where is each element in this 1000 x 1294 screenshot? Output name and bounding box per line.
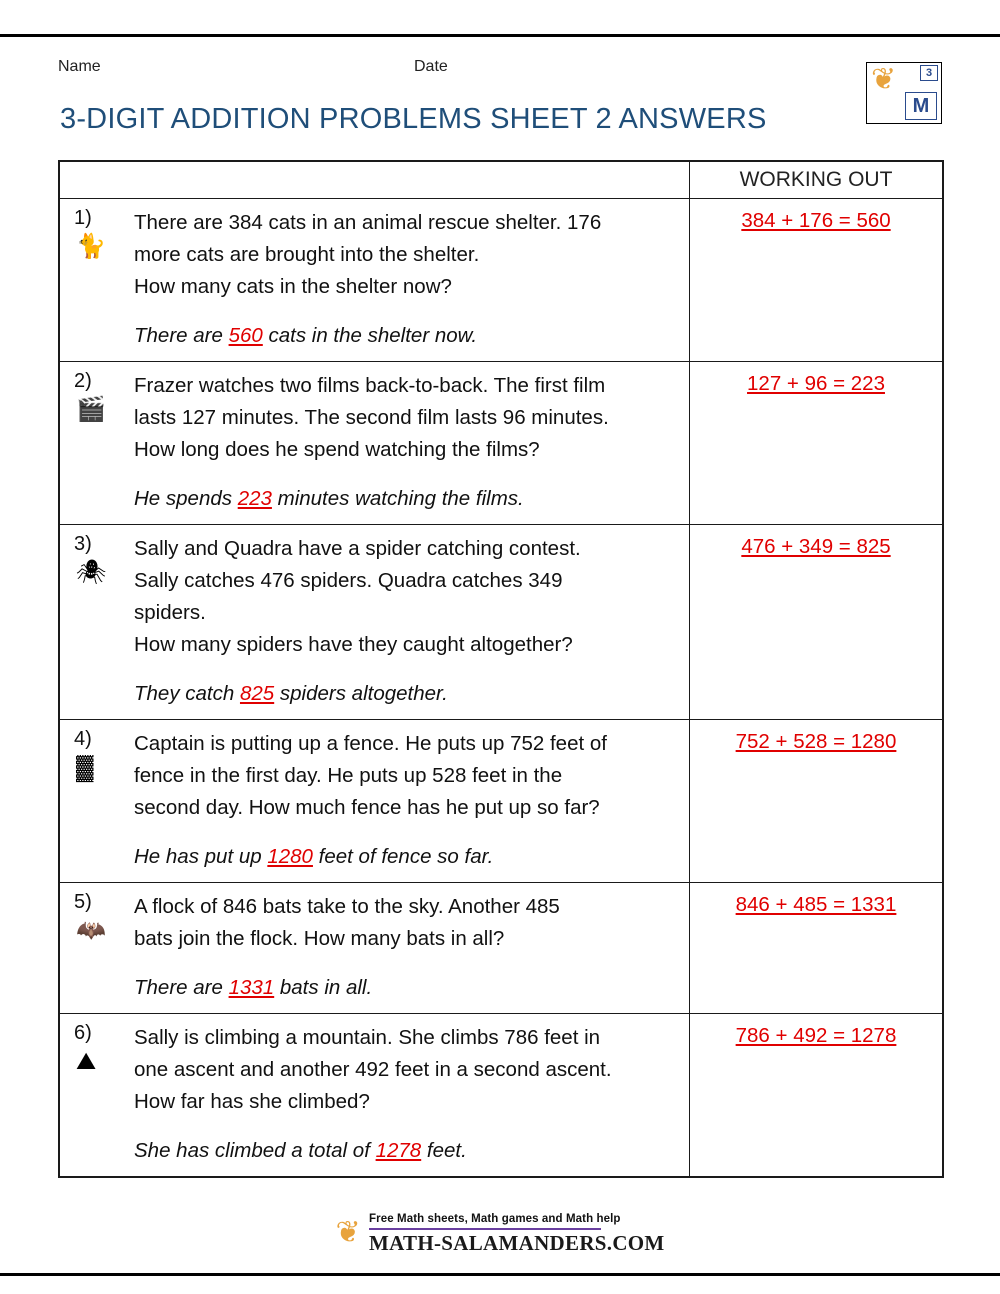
answer-sentence (134, 484, 679, 514)
answer-suffix: feet of fence so far. (312, 845, 494, 868)
working-out-value: 846 + 485 = 1331 (735, 893, 897, 916)
grade-badge: 3 (920, 65, 938, 81)
answer-prefix: There are (134, 976, 229, 999)
working-out-value: 476 + 349 = 825 (741, 535, 891, 558)
answer-suffix: bats in all. (274, 976, 373, 999)
question-number: 6) (74, 1022, 92, 1044)
working-out-cell (690, 525, 942, 719)
footer-branding (335, 1209, 664, 1256)
answer-suffix: cats in the shelter now. (262, 324, 478, 347)
footer-site-url[interactable]: MATH-SALAMANDERS.COM (369, 1231, 665, 1255)
question-line: How many cats in the shelter now? (134, 275, 452, 298)
question-number-cell (60, 199, 132, 361)
bottom-divider (0, 1273, 1000, 1276)
logo-letter: M (905, 92, 937, 120)
footer-tagline: Free Math sheets, Math games and Math help (369, 1213, 621, 1225)
answer-prefix: She has climbed a total of (134, 1139, 376, 1162)
answer-prefix: He spends (134, 487, 238, 510)
question-text-cell (132, 362, 690, 524)
answer-value: 1278 (375, 1139, 422, 1162)
answer-sentence (134, 842, 679, 872)
question-line: Frazer watches two films back-to-back. The first film (134, 374, 606, 397)
answer-sentence (134, 321, 679, 351)
question-line: A flock of 846 bats take to the sky. Another 485 (134, 895, 560, 918)
name-label: Name (58, 58, 101, 75)
working-out-cell (690, 883, 942, 1013)
table-row (60, 199, 942, 362)
top-divider (0, 34, 1000, 37)
answer-prefix: They catch (134, 682, 240, 705)
question-line: Captain is putting up a fence. He puts up 752 feet of (134, 732, 607, 755)
table-row (60, 1014, 942, 1176)
table-row (60, 720, 942, 883)
question-number-cell (60, 720, 132, 882)
working-out-value: 127 + 96 = 223 (747, 372, 885, 395)
question-line: one ascent and another 492 feet in a second ascent. (134, 1058, 612, 1081)
question-line: lasts 127 minutes. The second film lasts 96 minutes. (134, 406, 609, 429)
table-row (60, 525, 942, 720)
question-text-cell (132, 199, 690, 361)
question-number: 4) (74, 728, 92, 750)
header-spacer (60, 162, 690, 198)
footer-text-block (369, 1209, 665, 1256)
cat-icon: 🐈 (76, 233, 106, 260)
answer-suffix: spiders altogether. (274, 682, 448, 705)
question-line: Sally is climbing a mountain. She climbs 786 feet in (134, 1026, 601, 1049)
question-number-cell (60, 1014, 132, 1176)
answer-value: 825 (239, 682, 275, 705)
question-line: more cats are brought into the shelter. (134, 243, 480, 266)
question-line: How long does he spend watching the films? (134, 438, 540, 461)
question-line: How many spiders have they caught altogether? (134, 633, 573, 656)
working-out-value: 384 + 176 = 560 (741, 209, 891, 232)
question-number: 3) (74, 533, 92, 555)
question-number-cell (60, 362, 132, 524)
working-out-header: WORKING OUT (739, 168, 893, 191)
mountain-icon: ⛰ (76, 1048, 97, 1075)
question-text-cell (132, 525, 690, 719)
page-title: 3-DIGIT ADDITION PROBLEMS SHEET 2 ANSWERS (60, 103, 767, 135)
answer-prefix: There are (134, 324, 229, 347)
question-line: second day. How much fence has he put up so far? (134, 796, 600, 819)
answer-value: 1280 (267, 845, 313, 868)
question-number-cell (60, 525, 132, 719)
answer-sentence (134, 973, 679, 1003)
question-number: 2) (74, 370, 92, 392)
question-line: spiders. (134, 601, 206, 624)
answer-value: 560 (228, 324, 263, 347)
question-text-cell (132, 720, 690, 882)
working-out-cell (690, 199, 942, 361)
math-salamanders-logo (866, 62, 942, 124)
bat-icon: 🦇 (76, 917, 106, 944)
question-line: How far has she climbed? (134, 1090, 370, 1113)
working-out-cell (690, 1014, 942, 1176)
working-out-value: 752 + 528 = 1280 (735, 730, 897, 753)
question-text-cell (132, 883, 690, 1013)
table-row (60, 883, 942, 1014)
footer (0, 1209, 1000, 1256)
answer-suffix: feet. (421, 1139, 467, 1162)
answer-suffix: minutes watching the films. (271, 487, 524, 510)
question-line: There are 384 cats in an animal rescue shelter. 176 (134, 211, 602, 234)
working-out-value: 786 + 492 = 1278 (735, 1024, 897, 1047)
answer-prefix: He has put up (134, 845, 268, 868)
table-row (60, 362, 942, 525)
date-label: Date (414, 58, 448, 75)
question-number-cell (60, 883, 132, 1013)
spider-icon: 🕷 (76, 559, 107, 586)
working-out-cell (690, 720, 942, 882)
salamander-icon: ❦ (871, 63, 897, 96)
working-out-cell (690, 362, 942, 524)
question-number: 5) (74, 891, 92, 913)
answer-value: 223 (237, 487, 272, 510)
fence-icon: ▓ (76, 754, 94, 781)
problems-table (58, 160, 944, 1178)
question-line: fence in the first day. He puts up 528 feet in the (134, 764, 563, 787)
clapperboard-icon: 🎬 (76, 396, 106, 423)
salamander-icon: ❦ (335, 1215, 361, 1249)
question-line: bats join the flock. How many bats in all? (134, 927, 505, 950)
answer-value: 1331 (228, 976, 275, 999)
question-line: Sally and Quadra have a spider catching contest. (134, 537, 581, 560)
footer-divider (369, 1228, 601, 1230)
question-number: 1) (74, 207, 92, 229)
question-line: Sally catches 476 spiders. Quadra catches 349 (134, 569, 563, 592)
answer-sentence (134, 1136, 679, 1166)
answer-sentence (134, 679, 679, 709)
question-text-cell (132, 1014, 690, 1176)
table-header-row (60, 162, 942, 199)
